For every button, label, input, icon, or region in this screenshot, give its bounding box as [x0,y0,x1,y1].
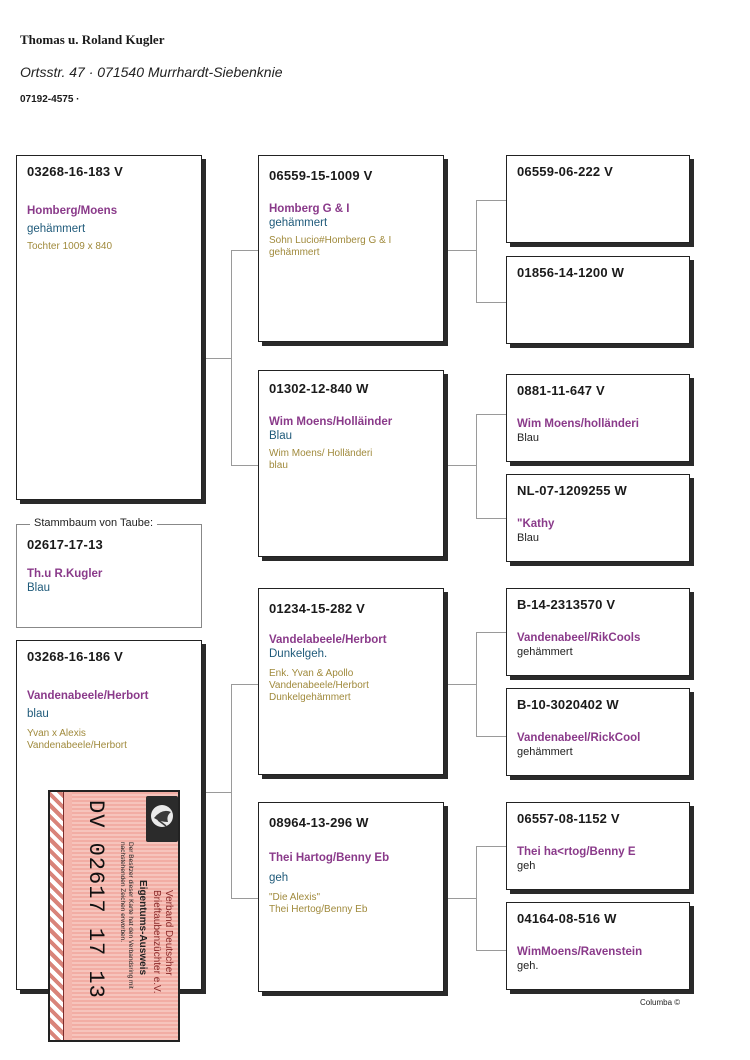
color-label: gehämmert [517,646,573,658]
owner-name: WimMoens/Ravenstein [517,946,643,958]
pedigree-label: Stammbaum von Taube: [30,517,157,529]
connector [231,250,232,465]
ring-number: 03268-16-186 V [27,649,124,664]
color-label: blau [27,708,49,720]
owner-name: "Kathy [517,518,555,530]
connector [446,684,476,685]
note-text: Yvan x Alexis Vandenabeele/Herbort [27,728,127,751]
ring-number: 01302-12-840 W [269,381,369,396]
connector [476,736,506,737]
ancestor-box [506,256,690,344]
card-notice: Der Besitzer dieser Karte hat den Verbandsring mit nachstehenden Zeichen erworben. [119,842,134,989]
connector [231,465,259,466]
note-text: Wim Moens/ Holländeri blau [269,448,373,471]
color-label: gehämmert [517,746,573,758]
connector [231,684,259,685]
connector [476,632,506,633]
ring-number: 06559-15-1009 V [269,168,373,183]
footer-credit: Columba © [640,998,681,1007]
color-label: geh [517,860,536,872]
connector [476,950,506,951]
grandmother-maternal-box [258,802,444,992]
color-label: Blau [269,430,293,442]
ring-number: 01856-14-1200 W [517,265,625,280]
owner-name: Vandelabeele/Herbort [269,634,387,646]
owner-name: Homberg/Moens [27,205,118,217]
ancestor-box [506,802,690,890]
connector [476,846,506,847]
connector [476,414,477,518]
owner-name: Vandenabeele/Herbort [27,690,149,702]
connector [231,898,259,899]
connector [476,518,506,519]
owner-name: Thei ha<rtog/Benny E [517,846,636,858]
father-box [16,155,202,500]
connector [476,632,477,736]
owner-name: Wim Moens/holländeri [517,418,639,430]
connector [476,302,506,303]
note-text: "Die Alexis" Thei Hertog/Benny Eb [269,892,368,915]
owner-name: Vandenabeel/RickCool [517,732,641,744]
connector [231,684,232,898]
note-text: Sohn Lucio#Homberg G & I gehämmert [269,235,392,258]
card-text-group [76,794,180,1042]
card-title: Eigentums-Ausweis [137,880,148,976]
ownership-card [48,790,180,1042]
connector [446,465,476,466]
owner-name: Wim Moens/Holläinder [269,416,393,428]
connector [476,414,506,415]
connector [446,898,476,899]
ring-number: 0881-11-647 V [517,383,605,398]
breeder-name: Thomas u. Roland Kugler [20,32,165,47]
note-text: Tochter 1009 x 840 [27,241,113,252]
connector [204,792,232,793]
connector [476,200,506,201]
color-label: geh. [517,960,539,972]
color-label: gehämmert [27,223,86,235]
owner-name: Vandenabeel/RikCools [517,632,641,644]
ring-number: 01234-15-282 V [269,601,366,616]
connector [476,200,477,302]
owner-name: Th.u R.Kugler [27,568,103,580]
ring-number: 02617-17-13 [27,537,103,552]
ring-number: 06559-06-222 V [517,164,614,179]
color-label: geh [269,872,289,884]
owner-name: Homberg G & I [269,203,350,215]
color-label: Dunkelgeh. [269,648,328,660]
breeder-address: Ortsstr. 47 · 071540 Murrhardt-Siebenknie [20,64,283,80]
ancestor-box [506,155,690,243]
card-org-line1: Verband Deutscher [163,890,174,976]
ring-number: B-10-3020402 W [517,697,619,712]
ancestor-box [506,688,690,776]
connector [476,846,477,950]
subject-box [16,524,202,628]
ring-number: B-14-2313570 V [517,597,616,612]
connector [204,358,232,359]
ancestor-box [506,588,690,676]
card-ring-number: DV 02617 17 13 [83,800,108,999]
color-label: Blau [517,432,540,444]
ancestor-box [506,374,690,462]
ancestor-box [506,902,690,990]
color-label: Blau [517,532,540,544]
ring-number: NL-07-1209255 W [517,483,627,498]
grandfather-maternal-box [258,588,444,775]
connector [231,250,259,251]
card-org-line2: Brieftaubenzüchter e.V. [151,890,162,994]
ring-number: 03268-16-183 V [27,164,124,179]
breeder-phone: 07192-4575 · [20,94,80,105]
connector [446,250,476,251]
ancestor-box [506,474,690,562]
color-label: gehämmert [269,217,328,229]
color-label: Blau [27,582,51,594]
card-pattern-strip [50,792,64,1040]
grandmother-paternal-box [258,370,444,557]
ring-number: 08964-13-296 W [269,815,369,830]
owner-name: Thei Hartog/Benny Eb [269,852,390,864]
ring-number: 04164-08-516 W [517,911,617,926]
note-text: Enk. Yvan & Apollo Vandenabeele/Herbort Dunkelgehämmert [269,668,369,703]
ring-number: 06557-08-1152 V [517,811,620,826]
grandfather-paternal-box [258,155,444,342]
